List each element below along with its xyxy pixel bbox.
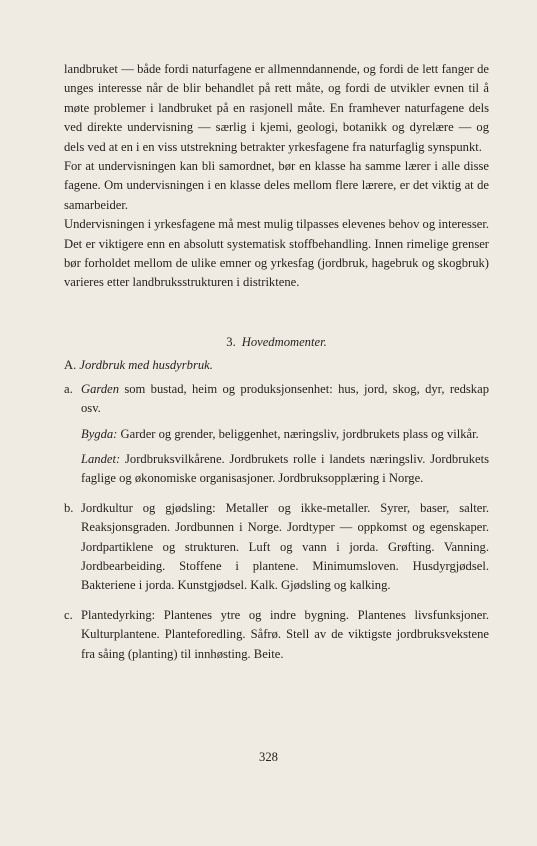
list-item-b <box>64 499 489 596</box>
intro-paragraph-3: Undervisningen i yrkesfagene må mest mulig tilpasses elevenes behov og interesser. Det er viktigere enn en absolutt systematisk stoffbehandling. Innen rimelige grenser bør forholdet mellom de ulike emner og yrkesfag (jordbruk, hagebruk og skogbruk) varieres etter landbruksstrukturen i distriktene. <box>64 217 489 290</box>
subsection-letter: A. <box>64 358 77 373</box>
list-item-a <box>64 380 489 489</box>
section-title: Hovedmomenter. <box>241 334 327 349</box>
intro-paragraph-1: landbruket — både fordi naturfagene er allmenndannende, og fordi de lett fanger de unges interesse når de blir behandlet på rett måte, og fordi de utvikler evnen til å møte problemer i landbruket på en rasjonell måte. En framhever naturfagene dels ved direkte undervisning — særlig i kjemi, geologi, botanikk og dyrelære — og dels ved at en i en viss utstrekning betrakter yrkesfagene fra naturfaglig synspunkt. <box>64 62 489 154</box>
item-text: Plantedyrking: Plantenes ytre og indre bygning. Plantenes livsfunksjoner. Kulturplantene. Planteforedling. Såfrø. Stell av de viktigste jordbruksvekstene fra såing (planting) til innhøsting. Beite. <box>81 607 489 661</box>
intro-paragraph-2: For at undervisningen kan bli samordnet, bør en klasse ha samme lærer i alle disse fagene. Om undervisningen i en klasse deles mellom flere lærere, er det viktig at de samarbeider. <box>64 159 489 212</box>
item-text: Jordbruksvilkårene. Jordbrukets rolle i landets næringsliv. Jordbrukets faglige og økonomiske organisasjoner. Jordbruksopplæring i Norge. <box>81 451 489 486</box>
item-text: Garder og grender, beliggenhet, næringsliv, jordbrukets plass og vilkår. <box>117 426 479 441</box>
subsection-title: Jordbruk med husdyrbruk. <box>79 358 213 373</box>
section-heading <box>64 333 489 352</box>
item-paragraph <box>81 380 489 419</box>
section-number: 3. <box>226 334 236 349</box>
item-paragraph <box>81 499 489 596</box>
item-paragraph <box>81 450 489 489</box>
list-marker: c. <box>64 607 73 622</box>
page-number: 328 <box>259 750 278 764</box>
item-lead: Garden <box>81 381 120 396</box>
list-item-c <box>64 606 489 664</box>
text-block <box>64 60 489 664</box>
list-marker: a. <box>64 381 73 396</box>
item-text: som bustad, heim og produksjonsenhet: hus, jord, skog, dyr, redskap osv. <box>81 381 489 416</box>
item-paragraph <box>81 425 489 444</box>
list-marker: b. <box>64 500 74 515</box>
subsection-heading <box>64 356 489 375</box>
item-lead: Landet: <box>81 451 121 466</box>
item-paragraph <box>81 606 489 664</box>
item-lead: Bygda: <box>81 426 118 441</box>
item-text: Jordkultur og gjødsling: Metaller og ikke-metaller. Syrer, baser, salter. Reaksjonsgraden. Jordbunnen i Norge. Jordtyper — oppkomst og egenskaper. Jordpartiklene og strukturen. Luft og vann i jorda. Grøfting. Vanning. Jordbearbeiding. Stoffene i plantene. Minimumsloven. Husdyrgjødsel. Bakteriene i jorda. Kunstgjødsel. Kalk. Gjødsling og kalking. <box>81 500 489 593</box>
